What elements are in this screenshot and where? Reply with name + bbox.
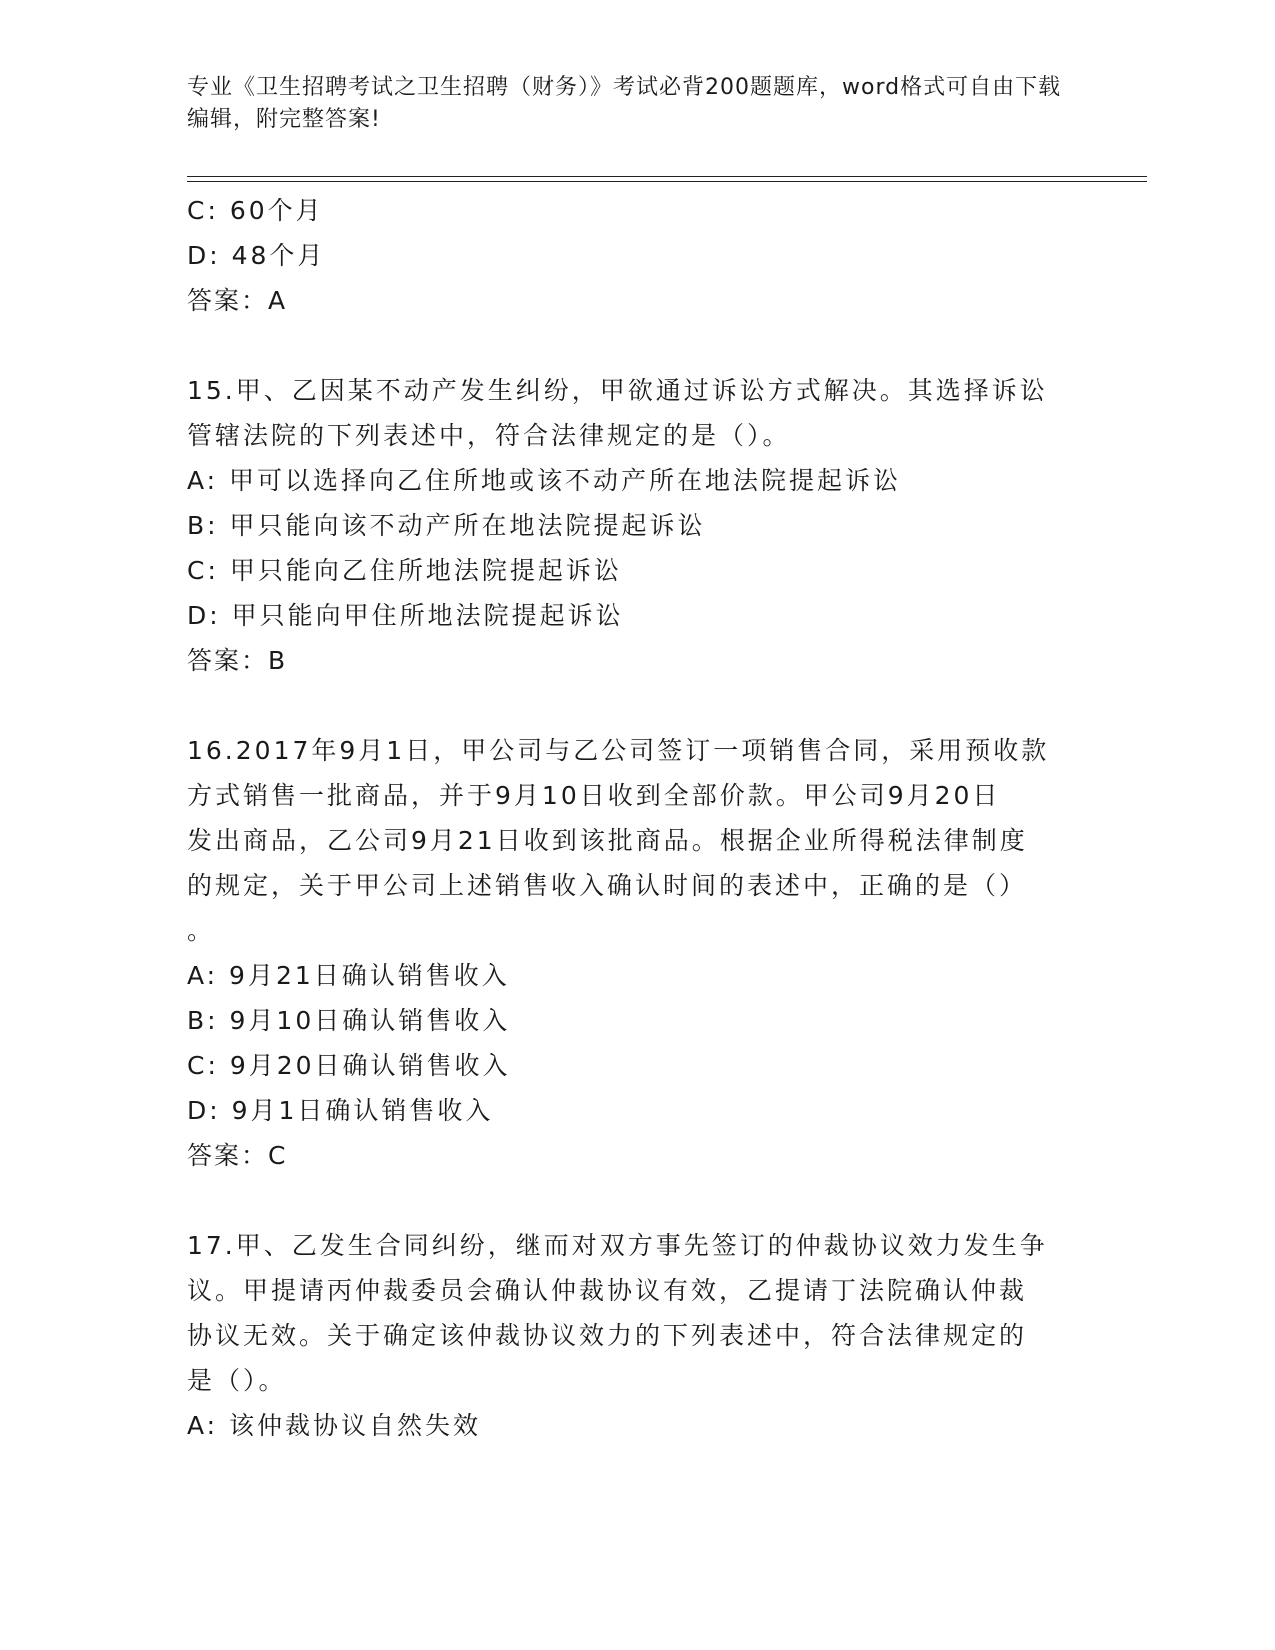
header-divider-bottom — [187, 181, 1147, 182]
spacer — [187, 323, 1087, 368]
option-c: C: 9月20日确认销售收入 — [187, 1051, 511, 1080]
option-a: A: 9月21日确认销售收入 — [187, 961, 510, 990]
option-a: A: 甲可以选择向乙住所地或该不动产所在地法院提起诉讼 — [187, 466, 902, 495]
option-d: D: 甲只能向甲住所地法院提起诉讼 — [187, 601, 624, 630]
question-text-line: 管辖法院的下列表述中，符合法律规定的是（）。 — [187, 421, 791, 450]
question-text-line: 发出商品，乙公司9月21日收到该批商品。根据企业所得税法律制度 — [187, 826, 1028, 855]
document-title: 专业《卫生招聘考试之卫生招聘（财务）》考试必背200题题库，word格式可自由下载编辑，附完整答案! — [187, 75, 1062, 132]
document-header — [187, 72, 1067, 136]
document-body — [187, 188, 1087, 1448]
question-text-line: 方式销售一批商品，并于9月10日收到全部价款。甲公司9月20日 — [187, 781, 1001, 810]
option-b: B: 9月10日确认销售收入 — [187, 1006, 511, 1035]
option-d: D: 48个月 — [187, 241, 326, 270]
question-text-line: 。 — [187, 916, 216, 945]
question-block — [187, 188, 1087, 323]
answer-line: 答案：A — [187, 286, 288, 315]
answer-line: 答案：C — [187, 1141, 288, 1170]
question-text-line: 议。甲提请丙仲裁委员会确认仲裁协议有效，乙提请丁法院确认仲裁 — [187, 1276, 1028, 1305]
question-text-line: 是（）。 — [187, 1366, 287, 1395]
question-text-line: 协议无效。关于确定该仲裁协议效力的下列表述中，符合法律规定的 — [187, 1321, 1028, 1350]
question-block-17 — [187, 1223, 1087, 1448]
spacer — [187, 1178, 1087, 1223]
question-block-15 — [187, 368, 1087, 683]
answer-line: 答案：B — [187, 646, 288, 675]
question-text-line: 的规定，关于甲公司上述销售收入确认时间的表述中，正确的是（） — [187, 871, 1028, 900]
option-b: B: 甲只能向该不动产所在地法院提起诉讼 — [187, 511, 706, 540]
option-c: C: 甲只能向乙住所地法院提起诉讼 — [187, 556, 622, 585]
question-text-line: 15.甲、乙因某不动产发生纠纷，甲欲通过诉讼方式解决。其选择诉讼 — [187, 376, 1048, 405]
spacer — [187, 683, 1087, 728]
option-d: D: 9月1日确认销售收入 — [187, 1096, 494, 1125]
question-text-line: 17.甲、乙发生合同纠纷，继而对双方事先签订的仲裁协议效力发生争 — [187, 1231, 1048, 1260]
header-divider-top — [187, 176, 1147, 177]
question-block-16 — [187, 728, 1087, 1178]
option-a: A: 该仲裁协议自然失效 — [187, 1411, 482, 1440]
option-c: C: 60个月 — [187, 196, 324, 225]
question-text-line: 16.2017年9月1日，甲公司与乙公司签订一项销售合同，采用预收款 — [187, 736, 1050, 765]
